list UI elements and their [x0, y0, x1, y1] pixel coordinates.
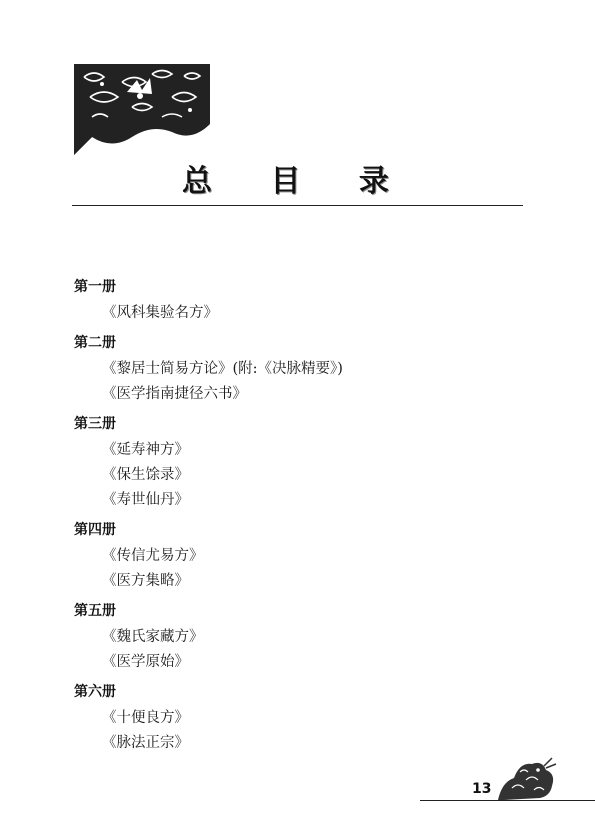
book-entry: 《十便良方》 [102, 710, 189, 726]
title-divider [72, 205, 523, 206]
corner-ornament-icon [72, 62, 212, 157]
book-entry: 《保生馀录》 [102, 467, 189, 483]
volume-3 [74, 414, 514, 510]
volume-6 [74, 682, 514, 753]
book-entry: 《风科集验名方》 [102, 305, 218, 321]
book-entry: 《医方集略》 [102, 573, 189, 589]
volume-title: 第一册 [74, 279, 116, 295]
volume-title: 第二册 [74, 335, 116, 351]
volume-title: 第五册 [74, 603, 116, 619]
dragon-ornament-icon [490, 752, 560, 807]
volume-title: 第四册 [74, 522, 116, 538]
table-of-contents [74, 277, 514, 763]
book-entry: 《黎居士简易方论》(附:《决脉精要》) [102, 361, 343, 377]
book-entry: 《医学原始》 [102, 654, 189, 670]
book-entry: 《魏氏家藏方》 [102, 629, 204, 645]
volume-4 [74, 520, 514, 591]
volume-5 [74, 601, 514, 672]
page-number: 13 [472, 781, 492, 797]
volume-title: 第六册 [74, 684, 116, 700]
book-entry: 《传信尤易方》 [102, 548, 204, 564]
book-entry: 《医学指南捷径六书》 [102, 386, 247, 402]
footer-divider [420, 800, 595, 801]
volume-title: 第三册 [74, 416, 116, 432]
book-entry: 《延寿神方》 [102, 442, 189, 458]
volume-1 [74, 277, 514, 323]
book-entry: 《寿世仙丹》 [102, 492, 189, 508]
book-entry: 《脉法正宗》 [102, 735, 189, 751]
page-title: 总 目 录 [182, 164, 413, 199]
volume-2 [74, 333, 514, 404]
